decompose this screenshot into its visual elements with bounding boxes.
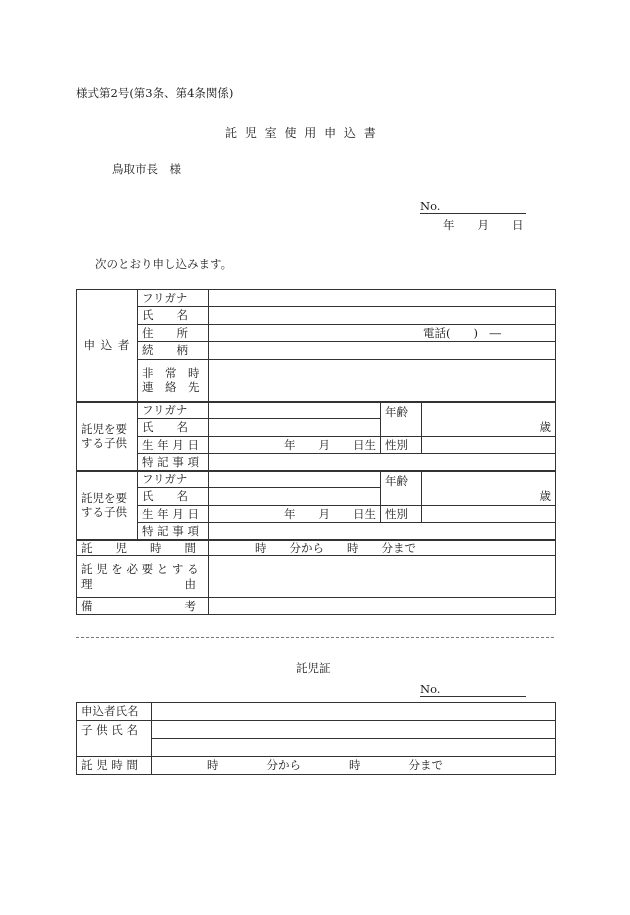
child-2-notes-label: 特 記 事 項 (138, 523, 209, 540)
child-2-section-line-2: する子供 (81, 505, 127, 519)
emergency-contact-label (138, 360, 209, 402)
cert-applicant-name-label: 申込者氏名 (77, 703, 152, 721)
reason-label (77, 556, 209, 598)
child-2-birth-value: 年 月 日生 (284, 506, 376, 521)
child-1-furigana-field[interactable] (209, 402, 381, 419)
child-1-name-field[interactable] (209, 419, 381, 437)
child-1-age-label: 年齢 (381, 402, 422, 437)
child-2-age-field[interactable] (422, 471, 556, 506)
child-1-sex-label: 性別 (381, 437, 422, 454)
applicant-section-label (77, 290, 138, 402)
child-1-section-line-1: 託児を要 (81, 421, 127, 436)
intro-text: 次のとおり申し込みます。 (95, 257, 233, 271)
applicant-phone-label: 電話( ) ― (423, 325, 501, 340)
child-2-furigana-field[interactable] (209, 471, 381, 488)
cert-from: 分から (266, 758, 301, 773)
child-2-sex-label: 性別 (381, 506, 422, 523)
cert-child-name-field-1[interactable] (152, 721, 556, 739)
child-1-age-unit: 歳 (539, 419, 551, 434)
certificate-number (420, 682, 526, 697)
certificate-title: 託児証 (296, 661, 331, 675)
reason-field[interactable] (209, 556, 556, 598)
child-2-notes-field[interactable] (209, 523, 556, 540)
cert-until: 分まで (408, 758, 443, 773)
form-number: 様式第2号(第3条、第4条関係) (76, 86, 234, 100)
certificate-table (76, 702, 556, 775)
applicant-name-label: 氏 名 (138, 307, 209, 325)
child-1-furigana-label: フリガナ (138, 402, 209, 419)
child-1-birth-value: 年 月 日生 (284, 437, 376, 452)
applicant-section-text: 申 込 者 (83, 338, 131, 353)
applicant-name-field[interactable] (209, 307, 556, 325)
applicant-relation-field[interactable] (209, 342, 556, 360)
applicant-address-field[interactable] (209, 325, 556, 342)
child-2-birth-label: 生 年 月 日 (138, 506, 209, 523)
child-2-furigana-label: フリガナ (138, 471, 209, 488)
cert-hour-2: 時 (349, 758, 361, 773)
child-1-name-label: 氏 名 (138, 419, 209, 437)
emergency-contact-line-1: 非 常 時 (142, 365, 200, 380)
applicant-furigana-field[interactable] (209, 290, 556, 307)
emergency-contact-field[interactable] (209, 360, 556, 402)
child-2-name-label: 氏 名 (138, 488, 209, 506)
child-2-sex-field[interactable] (422, 506, 556, 523)
child-1-section-label (77, 402, 138, 471)
application-table (76, 289, 556, 615)
child-2-section-label (77, 471, 138, 540)
child-2-age-label: 年齢 (381, 471, 422, 506)
application-number-label: No. (420, 199, 526, 214)
cert-child-name-field-2[interactable] (152, 739, 556, 757)
remarks-label: 備 考 (77, 598, 209, 615)
cut-line (76, 637, 554, 638)
child-1-birth-field[interactable] (209, 437, 381, 454)
child-1-birth-label: 生 年 月 日 (138, 437, 209, 454)
cert-hour-1: 時 (207, 758, 219, 773)
cert-care-time-label: 託 児 時 間 (77, 757, 152, 775)
child-2-age-unit: 歳 (539, 488, 551, 503)
reason-label-line-2: 理 由 (81, 576, 196, 591)
child-2-section-line-1: 託児を要 (81, 490, 127, 505)
application-date: 年 月 日 (443, 218, 524, 232)
certificate-number-label: No. (420, 682, 526, 697)
child-1-sex-field[interactable] (422, 437, 556, 454)
addressee: 鳥取市長 様 (112, 162, 181, 176)
child-1-age-field[interactable] (422, 402, 556, 437)
reason-label-line-1: 託 児 を 必 要 と す る (81, 562, 199, 577)
cert-applicant-name-field[interactable] (152, 703, 556, 721)
remarks-field[interactable] (209, 598, 556, 615)
care-time-label: 託 児 時 間 (77, 540, 209, 556)
child-1-notes-label: 特 記 事 項 (138, 454, 209, 471)
applicant-furigana-label: フリガナ (138, 290, 209, 307)
care-time-value: 時 分から 時 分まで (255, 540, 416, 555)
page-title: 託 児 室 使 用 申 込 書 (225, 126, 378, 140)
application-number (420, 199, 526, 214)
applicant-relation-label: 続 柄 (138, 342, 209, 360)
child-2-name-field[interactable] (209, 488, 381, 506)
child-1-notes-field[interactable] (209, 454, 556, 471)
cert-care-time-field[interactable] (152, 757, 556, 775)
applicant-address-label: 住 所 (138, 325, 209, 342)
child-1-section-line-2: する子供 (81, 436, 127, 450)
emergency-contact-line-2: 連 絡 先 (142, 380, 200, 395)
care-time-field[interactable] (209, 540, 556, 556)
cert-child-name-label: 子 供 氏 名 (77, 721, 152, 757)
child-2-birth-field[interactable] (209, 506, 381, 523)
